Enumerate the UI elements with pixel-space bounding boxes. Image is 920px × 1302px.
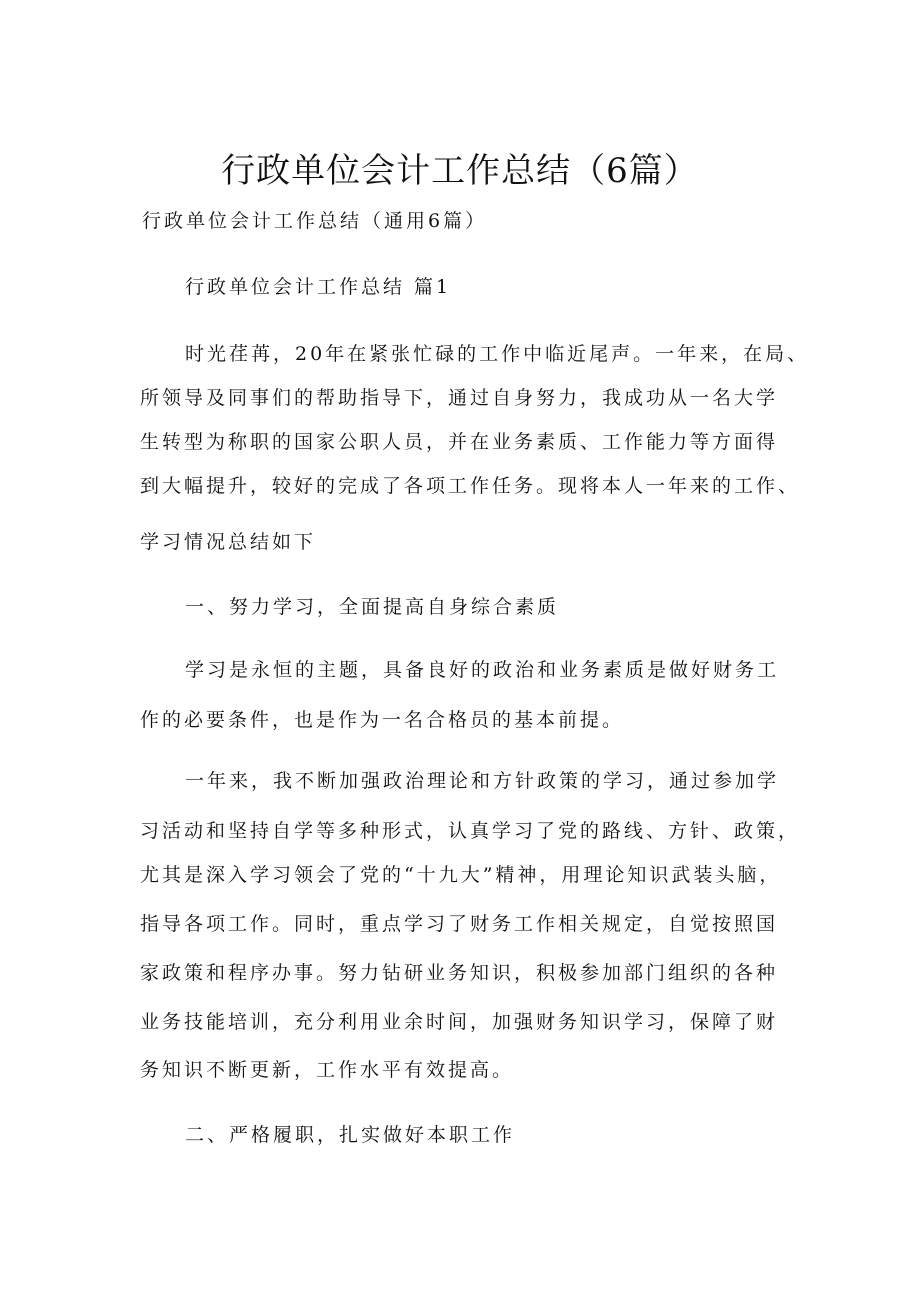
paragraph-3-line-5: 家政策和程序办事。努力钻研业务知识，积极参加部门组织的各种: [140, 962, 779, 984]
paragraph-2-line-1: 学习是永恒的主题，具备良好的政治和业务素质是做好财务工: [185, 659, 780, 681]
paragraph-1-line-5: 学习情况总结如下: [140, 531, 317, 553]
heading-2: 二、严格履职，扎实做好本职工作: [185, 1124, 516, 1146]
paragraph-1-line-4: 到大幅提升，较好的完成了各项工作任务。现将本人一年来的工作、: [140, 475, 801, 497]
section-heading: 行政单位会计工作总结 篇1: [185, 276, 452, 298]
document-title: 行政单位会计工作总结（6篇）: [221, 151, 699, 191]
paragraph-1-line-2: 所领导及同事们的帮助指导下，通过自身努力，我成功从一名大学: [140, 387, 779, 409]
document-subtitle: 行政单位会计工作总结（通用6篇）: [142, 210, 488, 232]
heading-1: 一、努力学习，全面提高自身综合素质: [185, 596, 560, 618]
paragraph-3-line-7: 务知识不断更新，工作水平有效提高。: [140, 1059, 515, 1081]
paragraph-3-line-4: 指导各项工作。同时，重点学习了财务工作相关规定，自觉按照国: [140, 913, 779, 935]
paragraph-3-line-2: 习活动和坚持自学等多种形式，认真学习了党的路线、方针、政策，: [140, 820, 801, 842]
paragraph-1-line-1: 时光荏苒，20年在紧张忙碌的工作中临近尾声。一年来，在局、: [185, 343, 810, 365]
paragraph-3-line-6: 业务技能培训，充分利用业余时间，加强财务知识学习，保障了财: [140, 1011, 779, 1033]
paragraph-3-line-3: 尤其是深入学习领会了党的“十九大”精神，用理论知识武装头脑，: [140, 864, 782, 886]
paragraph-2-line-2: 作的必要条件，也是作为一名合格员的基本前提。: [140, 709, 625, 731]
paragraph-1-line-3: 生转型为称职的国家公职人员，并在业务素质、工作能力等方面得: [140, 431, 779, 453]
paragraph-3-line-1: 一年来，我不断加强政治理论和方针政策的学习，通过参加学: [185, 770, 780, 792]
